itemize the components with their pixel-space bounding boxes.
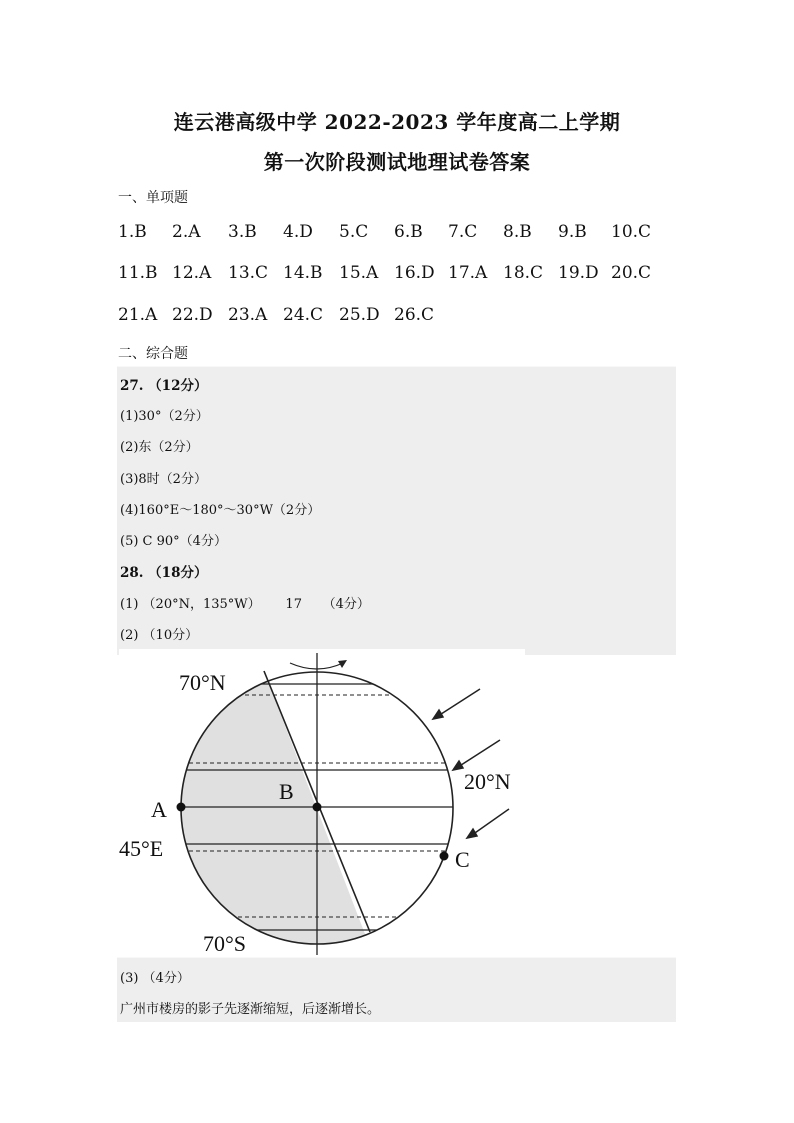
- q27-line: (5) C 90°（4分）: [120, 534, 227, 549]
- answer-item: 3.B: [228, 222, 257, 242]
- answer-item: 2.A: [172, 222, 201, 242]
- label-a: A: [151, 797, 167, 822]
- answer-item: 24.C: [283, 305, 324, 325]
- answer-item: 1.B: [118, 222, 147, 242]
- sunlight-arrow-icon: [472, 809, 509, 835]
- label-20n: 20°N: [464, 769, 511, 794]
- sunlight-arrow-icon: [458, 740, 500, 767]
- section-comprehensive: 二、综合题: [118, 346, 188, 362]
- q27-line: (4)160°E～180°～30°W（2分）: [120, 503, 321, 518]
- q27-line: (3)8时（2分）: [120, 472, 207, 487]
- answer-item: 22.D: [172, 305, 213, 325]
- title-line-2: 第一次阶段测试地理试卷答案: [263, 150, 531, 174]
- answer-item: 5.C: [339, 222, 369, 242]
- q28-line-2: (2) （10分）: [120, 628, 199, 643]
- answer-item: 21.A: [118, 305, 158, 325]
- answer-item: 6.B: [394, 222, 423, 242]
- q28-line-1: (1) （20°N，135°W） 17 （4分）: [120, 597, 370, 612]
- answer-item: 14.B: [283, 263, 323, 283]
- point-b: [313, 803, 322, 812]
- answer-item: 10.C: [611, 222, 652, 242]
- label-70n: 70°N: [179, 670, 226, 695]
- title-line-1: 连云港高级中学 2022-2023 学年度高二上学期: [173, 110, 621, 134]
- answer-item: 25.D: [339, 305, 380, 325]
- q27-line: (1)30°（2分）: [120, 409, 209, 424]
- answer-item: 7.C: [448, 222, 478, 242]
- q27-line: (2)东（2分）: [120, 440, 199, 455]
- sunlight-arrow-icon: [438, 689, 480, 716]
- label-c: C: [455, 847, 470, 872]
- point-a: [177, 803, 186, 812]
- night-hemisphere-shade: [159, 671, 370, 947]
- q27-header: 27. （12分）: [120, 378, 208, 394]
- answer-item: 11.B: [118, 263, 158, 283]
- label-b: B: [279, 779, 294, 804]
- point-c: [440, 852, 449, 861]
- answer-item: 4.D: [283, 222, 313, 242]
- label-45e: 45°E: [119, 836, 164, 861]
- q28-header: 28. （18分）: [120, 565, 208, 581]
- answer-item: 9.B: [558, 222, 587, 242]
- answer-item: 23.A: [228, 305, 268, 325]
- answer-item: 12.A: [172, 263, 212, 283]
- answer-item: 16.D: [394, 263, 435, 283]
- answer-item: 19.D: [558, 263, 599, 283]
- answer-item: 17.A: [448, 263, 488, 283]
- answer-item: 18.C: [503, 263, 544, 283]
- q28-line-3: (3) （4分）: [120, 971, 190, 986]
- q28-answer-3: 广州市楼房的影子先逐渐缩短，后逐渐增长。: [120, 1002, 381, 1017]
- answer-item: 13.C: [228, 263, 269, 283]
- answer-item: 15.A: [339, 263, 379, 283]
- label-70s: 70°S: [203, 931, 247, 956]
- answer-item: 8.B: [503, 222, 532, 242]
- answer-item: 26.C: [394, 305, 435, 325]
- globe-illumination-diagram: [119, 649, 525, 957]
- section-single-choice: 一、单项题: [118, 190, 188, 206]
- answer-item: 20.C: [611, 263, 652, 283]
